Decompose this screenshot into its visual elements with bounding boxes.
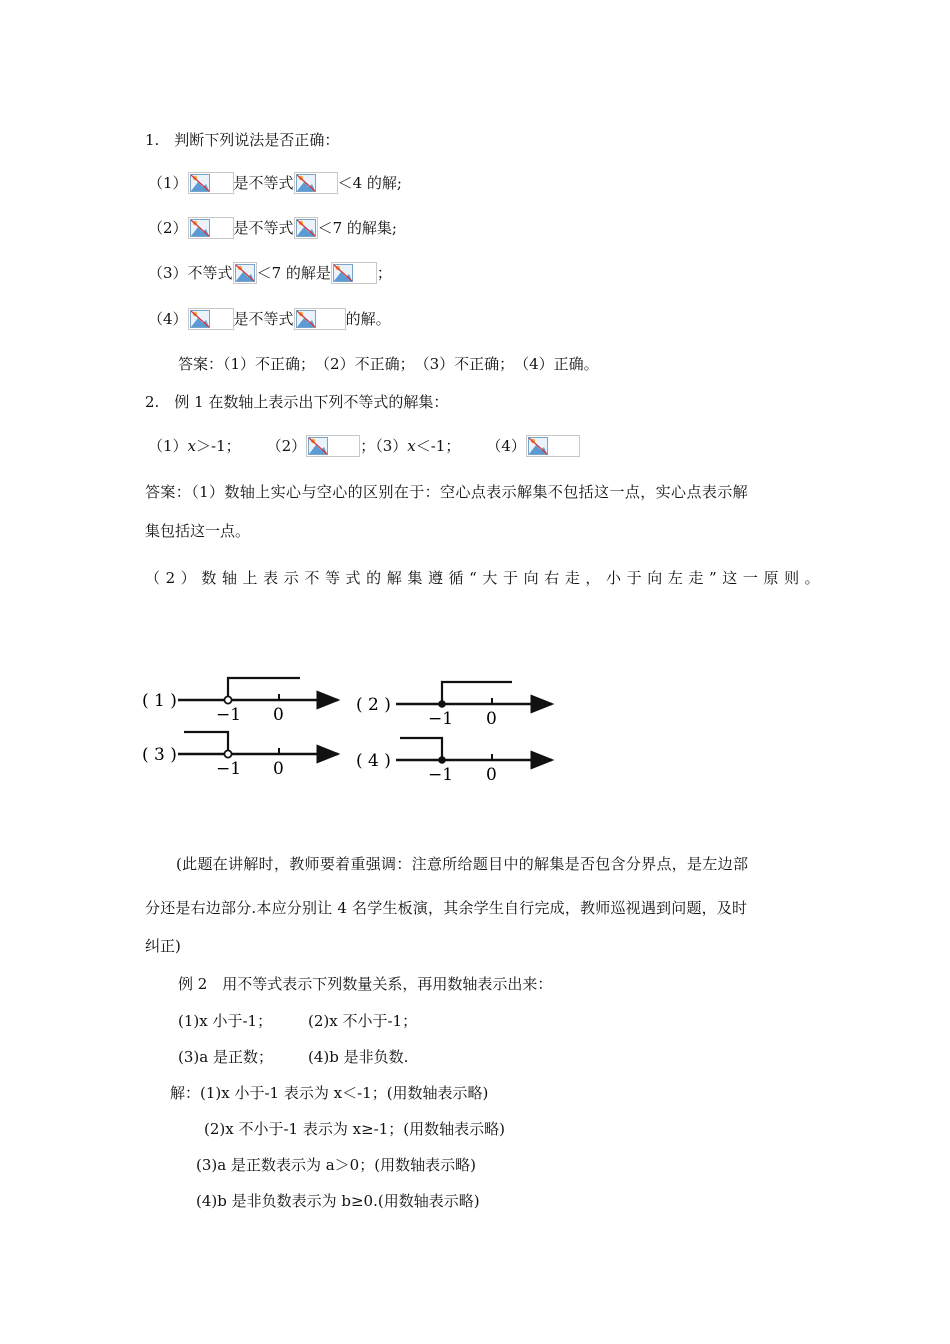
example-2-row-1a: (1)x 小于-1； [178,1012,273,1030]
tick-label: 0 [273,759,284,779]
example-2-row-2b: (4)b 是非负数. [308,1048,409,1066]
figure-label-4: ( 4 ) [356,751,391,771]
q1-item-4: （4） 是不等式 的解。 [148,310,391,328]
broken-image-icon [294,172,338,194]
q1-item-1: （1） 是不等式 ＜4 的解; [148,174,402,192]
figure-label-1: ( 1 ) [142,691,177,711]
broken-image-icon [294,308,346,330]
tick-label: −1 [428,709,454,729]
broken-image-icon [331,262,377,284]
q2-parts: （1）x＞-1； （2） ；（3）x＜-1； （4） [148,433,580,458]
solid-point [438,700,446,708]
tick-label: −1 [428,765,454,785]
example-2-row-2a: (3)a 是正数； [178,1048,273,1066]
q1-answer: 答案：（1）不正确； （2）不正确； （3）不正确； （4）正确。 [178,355,599,373]
note-line-2: 分还是右边部分.本应分别让 4 名学生板演，其余学生自行完成，教师巡视遇到问题，及时 [145,899,748,917]
open-point [224,696,231,703]
broken-image-icon [294,217,318,239]
item-number: （1） [148,174,188,192]
q1-item-2: （2） 是不等式 ＜7 的解集; [148,219,397,237]
note-line-1: (此题在讲解时，教师要着重强调：注意所给题目中的解集是否包含分界点，是左边部 [176,855,749,873]
tick-label: 0 [486,765,497,785]
broken-image-icon [188,172,234,194]
broken-image-icon [188,308,234,330]
number-line-figure [140,668,560,788]
number-line-2 [356,682,552,729]
q1-item-3: （3）不等式 ＜7 的解是 ； [148,264,392,282]
number-line-3 [142,732,338,779]
solution-1: 解：(1)x 小于-1 表示为 x＜-1；(用数轴表示略) [170,1084,489,1102]
q1-heading: 1. 判断下列说法是否正确： [145,131,340,149]
tick-label: −1 [216,759,242,779]
tick-label: 0 [486,709,497,729]
solution-4: (4)b 是非负数表示为 b≥0.(用数轴表示略) [196,1192,480,1210]
tick-label: 0 [273,705,284,725]
item-number: （2） [148,219,188,237]
number-line-4 [356,738,552,785]
item-number: （4） [148,310,188,328]
broken-image-icon [233,262,257,284]
number-line-1 [142,678,338,725]
solution-2: (2)x 不小于-1 表示为 x≥-1；(用数轴表示略) [204,1120,505,1138]
q2-answer-line-3: （2）数轴上表示不等式的解集遵循“大于向右走，小于向左走”这一原则。 [145,569,826,587]
broken-image-icon [526,435,580,457]
solution-3: (3)a 是正数表示为 a＞0；(用数轴表示略) [196,1156,476,1174]
broken-image-icon [306,435,360,457]
q2-answer-line-2: 集包括这一点。 [145,522,251,540]
q2-answer-line-1: 答案：（1）数轴上实心与空心的区别在于：空心点表示解集不包括这一点，实心点表示解 [145,483,749,501]
solid-point [438,756,446,764]
figure-label-3: ( 3 ) [142,745,177,765]
open-point [224,750,231,757]
note-line-3: 纠正) [145,937,181,955]
item-number: （3） [148,264,188,282]
tick-label: −1 [216,705,242,725]
example-2-row-1b: (2)x 不小于-1； [308,1012,418,1030]
broken-image-icon [188,217,234,239]
q2-heading: 2. 例 1 在数轴上表示出下列不等式的解集： [145,393,449,411]
figure-label-2: ( 2 ) [356,695,391,715]
example-2-title: 例 2 用不等式表示下列数量关系，再用数轴表示出来： [178,975,553,993]
